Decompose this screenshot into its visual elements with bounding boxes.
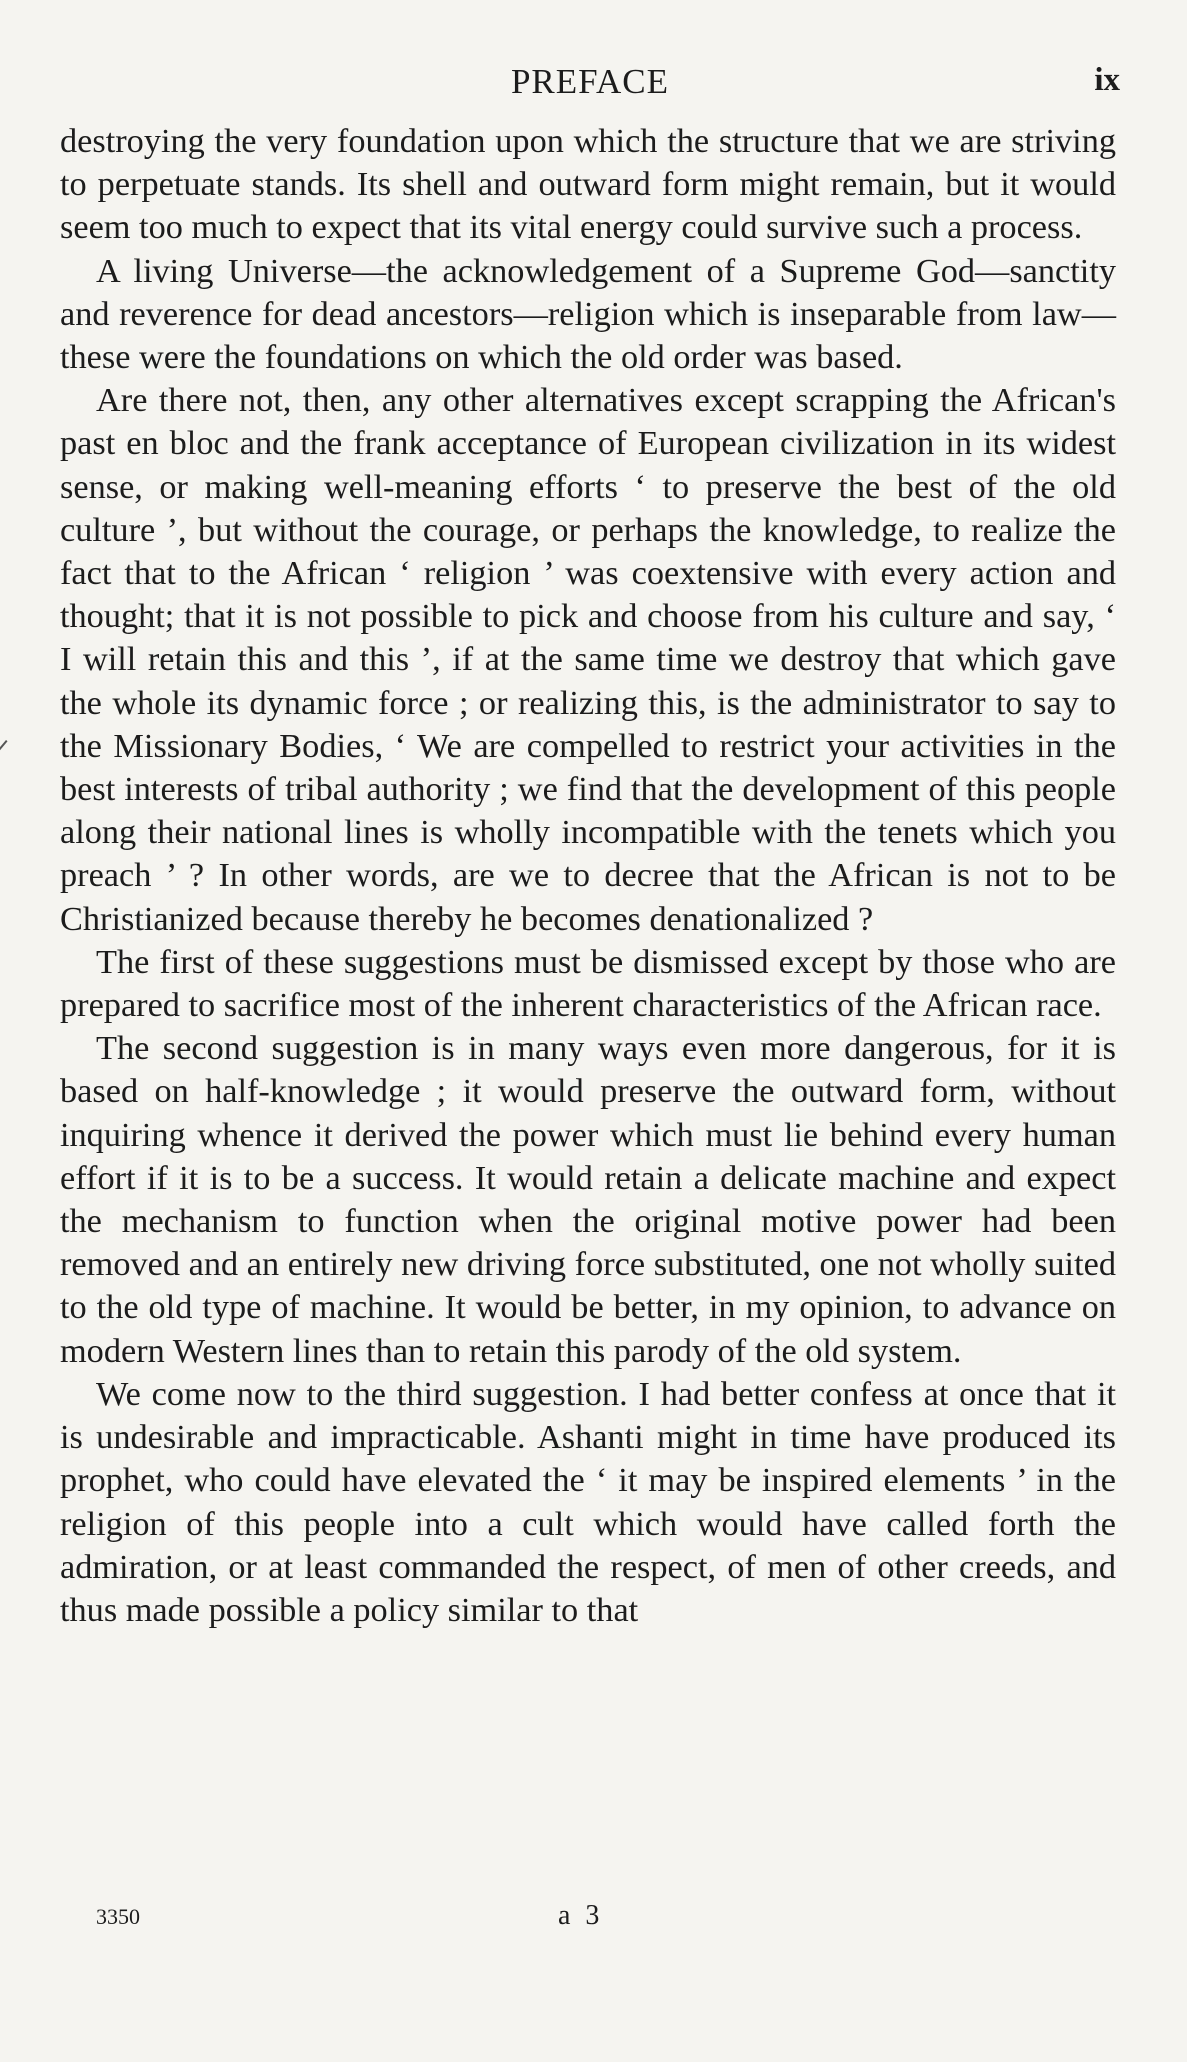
paragraph-6: We come now to the third suggestion. I had better confess at once that it is undesirable and impracticable. Ashanti might in time have produced its prophet, who could have elevated the ‘ it may be inspired elements ’ in the religion of this people into a cult which would have called forth the admiration, or at least commanded the respect, of men of other creeds, and thus made possible a policy similar to that xyxy=(60,1374,1116,1629)
paragraph-4: The first of these suggestions must be dismissed except by those who are prepared to sacrifice most of the inherent characteristics of the African race. xyxy=(60,942,1116,1025)
running-title: PREFACE xyxy=(510,62,670,101)
page-header xyxy=(60,62,1120,108)
page-footer xyxy=(60,1900,1120,1940)
printer-code: 3350 xyxy=(96,1904,140,1929)
signature-mark: a 3 xyxy=(558,1900,604,1931)
paragraph-5: The second suggestion is in many ways even more dangerous, for it is based on half-knowledge ; it would preserve the outward form, without inquiring whence it derived the power which must lie behind every human effort if it is to be a success. It would retain a delicate machine and expect the mechanism to function when the original motive power had been removed and an entirely new driving force substituted, one not wholly suited to the old type of machine. It would be better, in my opinion, to advance on modern Western lines than to retain this parody of the old system. xyxy=(60,1029,1116,1370)
page-number: ix xyxy=(1094,62,1120,98)
paragraph-2: A living Universe—the acknowledgement of a Supreme God—sanctity and reverence for dead ancestors—religion which is inseparable from law—these were the foundations on which the old order was based. xyxy=(60,251,1116,377)
body-text xyxy=(60,120,1116,1632)
paragraph-3: Are there not, then, any other alternatives except scrapping the African's past en bloc and the frank acceptance of European civilization in its widest sense, or making well-meaning efforts ‘ to preserve the best of the old culture ’, but without the courage, or perhaps the knowledge, to realize the fact that to the African ‘ religion ’ was coextensive with every action and thought; that it is not possible to pick and choose from his culture and say, ‘ I will retain this and this ’, if at the same time we destroy that which gave the whole its dynamic force ; or realizing this, is the administrator to say to the Missionary Bodies, ‘ We are compelled to restrict your activities in the best interests of tribal authority ; we find that the development of this people along their national lines is wholly incompatible with the tenets which you preach ’ ? In other words, are we to decree that the African is not to be Christianized because thereby he becomes denationalized ? xyxy=(60,381,1116,938)
margin-pencil-mark xyxy=(0,740,8,789)
paragraph-1: destroying the very foundation upon which the structure that we are striving to perpetuate stands. Its shell and outward form might remain, but it would seem too much to expect that its vital energy could survive such a process. xyxy=(60,122,1116,247)
